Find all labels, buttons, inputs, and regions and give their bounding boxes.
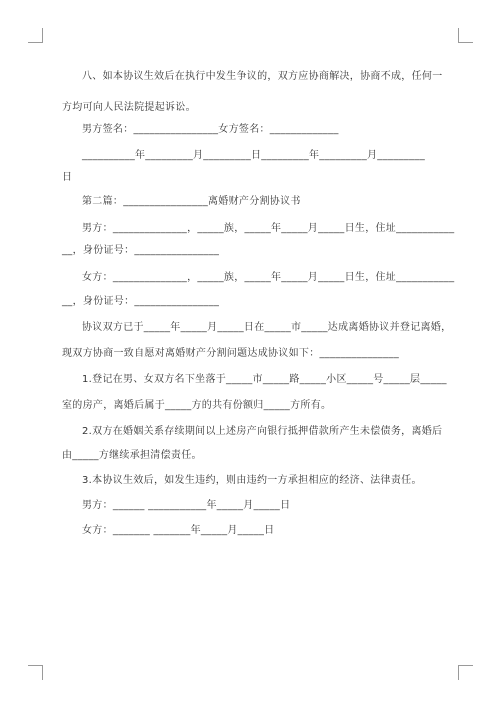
item-2-line-1: 2.双方在婚姻关系存续期间以上述房产向银行抵押借款所产生未偿债务，离婚后 bbox=[82, 426, 443, 437]
item-2-line-2: 由_____方继续承担清偿责任。 bbox=[62, 450, 202, 461]
clause-8-line-1: 八、如本协议生效后在执行中发生争议的，双方应协商解决，协商不成，任何一 bbox=[82, 71, 443, 82]
crop-mark-top-right bbox=[458, 28, 473, 43]
man-info-line-1: 男方：______________，_____族，_____年_____月_____日生，住址___________ bbox=[82, 223, 455, 234]
woman-info-line-2: __，身份证号：________________ bbox=[62, 296, 220, 307]
signature-line: 男方签名：________________女方签名：_____________ bbox=[82, 124, 339, 135]
agreement-intro-line-1: 协议双方已于_____年_____月_____日在_____市_____达成离婚协议并登记离婚， bbox=[82, 322, 452, 333]
woman-info-line-1: 女方：______________，_____族，_____年_____月_____日生，住址___________ bbox=[82, 272, 455, 283]
item-1-line-1: 1.登记在男、女双方名下坐落于_____市_____路_____小区_____号_____层_____ bbox=[82, 374, 447, 385]
clause-8-line-2: 方均可向人民法院提起诉讼。 bbox=[62, 102, 196, 113]
item-1-line-2: 室的房产，离婚后属于_____方的共有份额归_____方所有。 bbox=[62, 400, 332, 411]
woman-signature-date: 女方：_______ _______年_____月_____日 bbox=[82, 525, 275, 536]
section-title: 第二篇：________________离婚财产分割协议书 bbox=[82, 196, 301, 207]
crop-mark-top-left bbox=[28, 28, 43, 43]
date-line-end: 日 bbox=[62, 172, 73, 183]
crop-mark-bottom-right bbox=[458, 665, 473, 680]
crop-mark-bottom-left bbox=[28, 665, 43, 680]
man-info-line-2: __，身份证号：________________ bbox=[62, 245, 220, 256]
agreement-intro-line-2: 现双方协商一致自愿对离婚财产分割问题达成协议如下：_______________ bbox=[62, 348, 399, 359]
man-signature-date: 男方：______ ___________年_____月_____日 bbox=[82, 500, 291, 511]
date-line: __________年_________月_________日_________年_________月_________ bbox=[82, 150, 425, 161]
item-3-line: 3.本协议生效后，如发生违约，则由违约一方承担相应的经济、法律责任。 bbox=[82, 475, 422, 486]
